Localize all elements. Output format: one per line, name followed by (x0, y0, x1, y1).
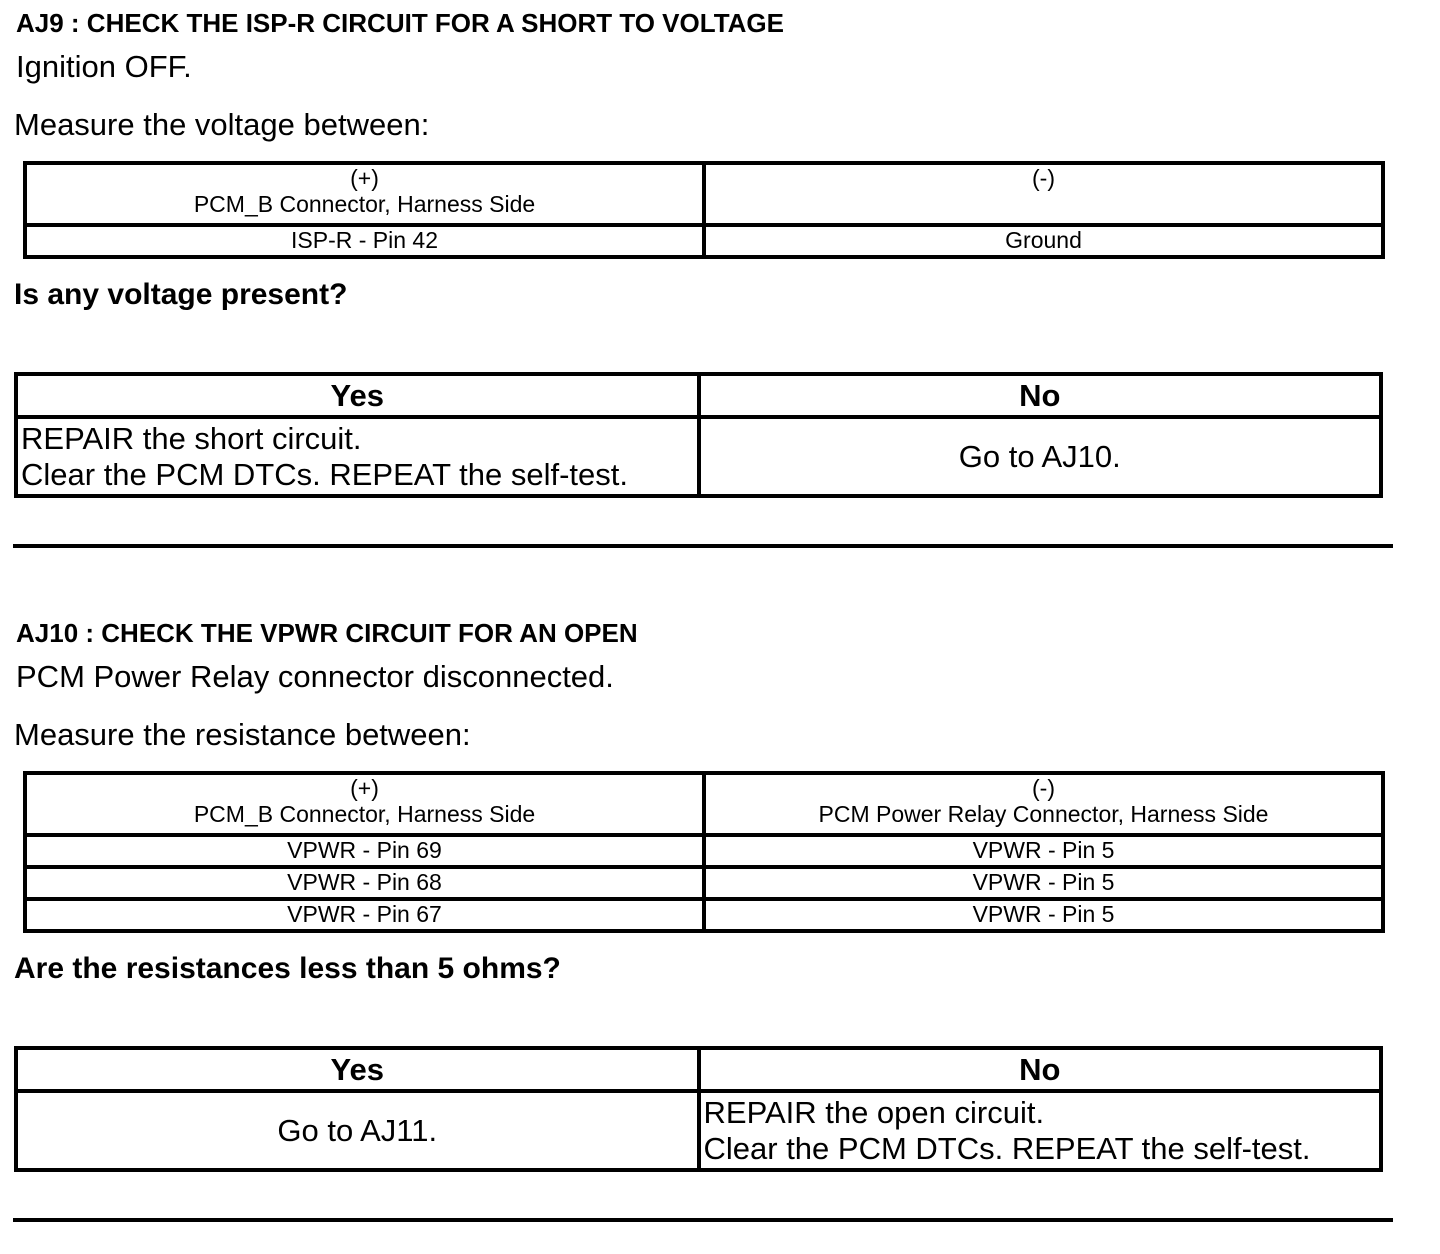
neg-symbol: (-) (1032, 775, 1055, 801)
yes-action-line: REPAIR the short circuit. (21, 420, 362, 456)
section-divider (13, 1218, 1393, 1222)
answer-table-aj10 (14, 1046, 1383, 1172)
no-action-cell (699, 417, 1382, 496)
no-action-line: REPAIR the open circuit. (703, 1094, 1045, 1130)
table-row (25, 867, 1383, 899)
pos-pin-cell: ISP-R - Pin 42 (25, 225, 704, 257)
section-divider (13, 544, 1393, 548)
step-condition-aj10: PCM Power Relay connector disconnected. (16, 659, 614, 694)
pos-symbol: (+) (350, 165, 379, 191)
neg-pin-cell: VPWR - Pin 5 (704, 899, 1383, 931)
no-header: No (699, 374, 1382, 417)
pos-header-cell (25, 163, 704, 225)
measurement-table-aj10 (23, 771, 1385, 933)
neg-connector-label: PCM Power Relay Connector, Harness Side (818, 801, 1269, 827)
yes-action-cell (16, 1091, 699, 1170)
pos-connector-label: PCM_B Connector, Harness Side (193, 191, 536, 217)
step-instruction-aj10: Measure the resistance between: (14, 717, 471, 752)
no-header: No (699, 1048, 1382, 1091)
step-condition-aj9: Ignition OFF. (16, 49, 192, 84)
table-row (25, 225, 1383, 257)
answer-table-aj9 (14, 372, 1383, 498)
yes-action-cell (16, 417, 699, 496)
pos-header-cell (25, 773, 704, 835)
step-instruction-aj9: Measure the voltage between: (14, 107, 430, 142)
neg-pin-cell: Ground (704, 225, 1383, 257)
pos-pin-cell: VPWR - Pin 67 (25, 899, 704, 931)
yes-action-line: Go to AJ11. (277, 1112, 438, 1148)
yes-header: Yes (16, 1048, 699, 1091)
pos-connector-label: PCM_B Connector, Harness Side (193, 801, 536, 827)
neg-symbol: (-) (1032, 165, 1055, 191)
pos-pin-cell: VPWR - Pin 69 (25, 835, 704, 867)
step-heading-aj10: AJ10 : CHECK THE VPWR CIRCUIT FOR AN OPEN (16, 618, 638, 648)
no-action-cell (699, 1091, 1382, 1170)
yes-action-line: Clear the PCM DTCs. REPEAT the self-test. (21, 456, 628, 492)
step-question-aj9: Is any voltage present? (14, 278, 348, 311)
no-action-line: Clear the PCM DTCs. REPEAT the self-test. (703, 1130, 1311, 1166)
table-row (25, 835, 1383, 867)
yes-header: Yes (16, 374, 699, 417)
step-heading-aj9: AJ9 : CHECK THE ISP-R CIRCUIT FOR A SHORT TO VOLTAGE (16, 8, 784, 38)
neg-pin-cell: VPWR - Pin 5 (704, 835, 1383, 867)
neg-header-cell (704, 773, 1383, 835)
table-row (25, 899, 1383, 931)
pos-pin-cell: VPWR - Pin 68 (25, 867, 704, 899)
pos-symbol: (+) (350, 775, 379, 801)
neg-pin-cell: VPWR - Pin 5 (704, 867, 1383, 899)
step-question-aj10: Are the resistances less than 5 ohms? (14, 952, 561, 985)
no-action-line: Go to AJ10. (958, 438, 1121, 474)
measurement-table-aj9 (23, 161, 1385, 259)
neg-header-cell (704, 163, 1383, 225)
